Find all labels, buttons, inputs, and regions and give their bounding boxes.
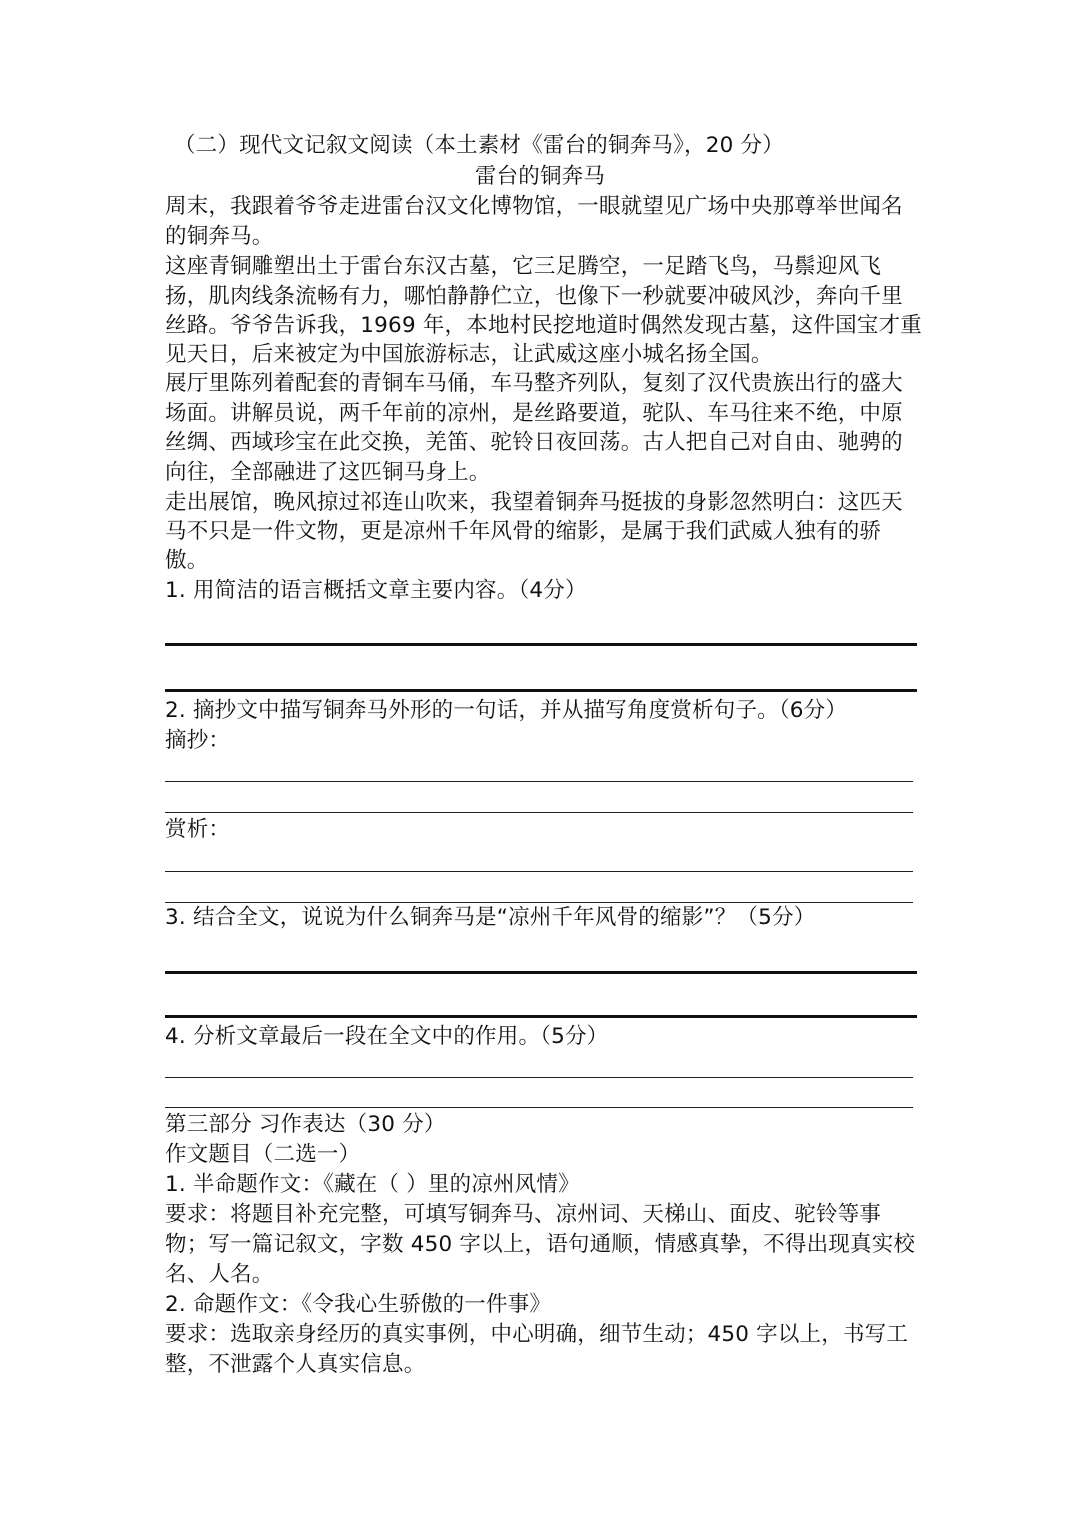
- question-3: 3. 结合全文，说说为什么铜奔马是“凉州千年风骨的缩影”？（5分）: [165, 905, 816, 930]
- passage-line: 这座青铜雕塑出土于雷台东汉古墓，它三足腾空，一足踏飞鸟，马鬃迎风飞: [165, 254, 882, 279]
- answer-line[interactable]: [165, 643, 917, 646]
- passage-line: 周末，我跟着爷爷走进雷台汉文化博物馆，一眼就望见广场中央那尊举世闻名: [165, 194, 903, 219]
- requirement-line: 名、人名。: [165, 1262, 274, 1287]
- passage-line: 扬，肌肉线条流畅有力，哪怕静静伫立，也像下一秒就要冲破风沙，奔向千里: [165, 284, 903, 309]
- passage-line: 走出展馆，晚风掠过祁连山吹来，我望着铜奔马挺拔的身影忽然明白：这匹天: [165, 490, 903, 515]
- section-header: （二）现代文记叙文阅读（本土素材《雷台的铜奔马》，20 分）: [174, 133, 784, 158]
- passage-line: 的铜奔马。: [165, 224, 274, 249]
- writing-option-2: 2. 命题作文：《令我心生骄傲的一件事》: [165, 1292, 552, 1317]
- answer-line[interactable]: [165, 812, 913, 813]
- answer-line[interactable]: [165, 689, 917, 692]
- question-2: 2. 摘抄文中描写铜奔马外形的一句话，并从描写角度赏析句子。（6分）: [165, 698, 848, 723]
- passage-line: 傲。: [165, 548, 209, 573]
- requirement-line: 整，不泄露个人真实信息。: [165, 1352, 426, 1377]
- requirement-line: 要求：将题目补充完整，可填写铜奔马、凉州词、天梯山、面皮、驼铃等事: [165, 1202, 882, 1227]
- passage-title: 雷台的铜奔马: [474, 164, 606, 189]
- answer-line[interactable]: [165, 971, 917, 974]
- answer-line[interactable]: [165, 1015, 917, 1018]
- requirement-line: 要求：选取亲身经历的真实事例，中心明确，细节生动；450 字以上，书写工: [165, 1322, 909, 1347]
- passage-line: 丝路。爷爷告诉我，1969 年，本地村民挖地道时偶然发现古墓，这件国宝才重: [165, 313, 922, 338]
- writing-option-1: 1. 半命题作文：《藏在（ ）里的凉州风情》: [165, 1172, 580, 1197]
- topic-heading: 作文题目（二选一）: [165, 1142, 361, 1167]
- passage-line: 马不只是一件文物，更是凉州千年风骨的缩影，是属于我们武威人独有的骄: [165, 519, 882, 544]
- passage-line: 场面。讲解员说，两千年前的凉州，是丝路要道，驼队、车马往来不绝，中原: [165, 401, 903, 426]
- question-1: 1. 用简洁的语言概括文章主要内容。（4分）: [165, 578, 587, 603]
- question-4: 4. 分析文章最后一段在全文中的作用。（5分）: [165, 1024, 609, 1049]
- passage-line: 向往，全部融进了这匹铜马身上。: [165, 460, 491, 485]
- answer-line[interactable]: [165, 871, 913, 872]
- analysis-label: 赏析：: [165, 817, 231, 842]
- passage-line: 展厅里陈列着配套的青铜车马俑，车马整齐列队，复刻了汉代贵族出行的盛大: [165, 371, 903, 396]
- passage-line: 见天日，后来被定为中国旅游标志，让武威这座小城名扬全国。: [165, 342, 773, 367]
- part-title: 第三部分 习作表达（30 分）: [165, 1112, 446, 1137]
- excerpt-label: 摘抄：: [165, 728, 231, 753]
- passage-line: 丝绸、西域珍宝在此交换，羌笛、驼铃日夜回荡。古人把自己对自由、驰骋的: [165, 430, 903, 455]
- answer-line[interactable]: [165, 1107, 913, 1108]
- answer-line[interactable]: [165, 1077, 913, 1078]
- answer-line[interactable]: [165, 781, 913, 782]
- requirement-line: 物；写一篇记叙文，字数 450 字以上，语句通顺，情感真挚，不得出现真实校: [165, 1232, 916, 1257]
